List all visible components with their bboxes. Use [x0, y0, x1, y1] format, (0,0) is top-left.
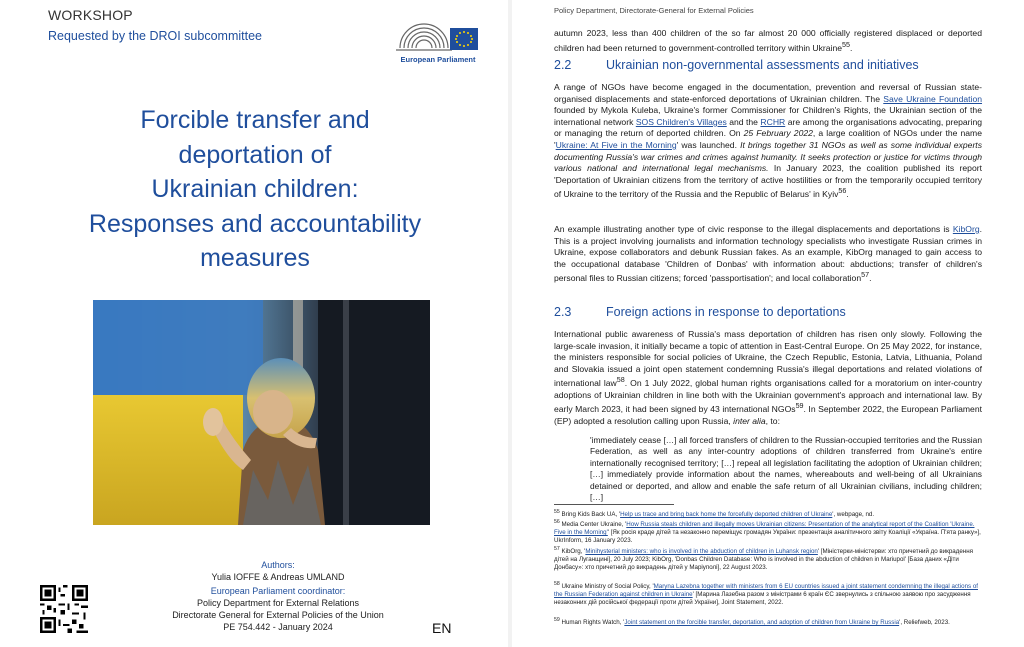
text-run: It brings together 31 NGOs as well as some individual experts documenting Russia's war crimes and crimes against humanity. It seeks protection or justice for victims through various national and international legal mechanisms. — [554, 139, 982, 174]
text-run: ' [Як росія краде дітей та незаконно переміщує громадян України: презентація аналітичного звіту Коаліції «Україна. П'ята ранку»], UkrInform, 16 January 2023. — [554, 529, 981, 545]
text-run: KibOrg, ' — [559, 548, 586, 556]
language-code: EN — [432, 620, 452, 636]
european-parliament-label: European Parliament — [400, 55, 476, 64]
workshop-label: WORKSHOP — [48, 7, 133, 23]
footnote — [554, 518, 982, 546]
text-run: Bring Kids Back UA, ' — [559, 511, 621, 519]
link-five-in-the-morning[interactable]: Ukraine: At Five in the Morning — [555, 139, 677, 150]
section-heading-2-2 — [554, 58, 919, 72]
text-run: ' was launched. — [676, 139, 741, 150]
coordinator-label: European Parliament coordinator: — [210, 586, 346, 596]
footnote-ref[interactable]: 57 — [861, 271, 870, 280]
section-number: 2.2 — [554, 58, 572, 72]
pe-reference: PE 754.442 - January 2024 — [223, 622, 333, 632]
footnote-number: 57 — [554, 546, 560, 552]
title-line: Ukrainian children: — [151, 175, 359, 203]
text-run: ', webpage, nd. — [832, 511, 875, 519]
footnote-ref[interactable]: 55 — [842, 40, 851, 49]
text-run: autumn 2023, less than 400 children of the so far almost 20 000 officially registered displaced or deported — [554, 28, 982, 38]
title-line: deportation of — [178, 140, 332, 169]
text-run: . — [846, 189, 849, 200]
section-title: Ukrainian non-governmental assessments and initiatives — [606, 58, 919, 72]
footnote-link[interactable]: Maryna Lazebna together with ministers from 6 EU countries issued a joint statement condemning the illegal actions of the Russian Federation against children in Ukraine — [554, 583, 978, 599]
text-run: . On 1 July 2022, global human rights organisations called for a moratorium on inter-country adoptions of Ukrainian children in line both with the Ukrainian government's approach and international law. By early March 2023, it had been signed by 43 international NGOs — [554, 378, 982, 415]
intro-paragraph — [554, 28, 982, 54]
footnote — [554, 545, 982, 573]
title-line: Responses and accountability — [88, 209, 422, 238]
section-heading-2-3 — [554, 305, 846, 319]
qr-code[interactable] — [40, 585, 88, 633]
footnote-ref[interactable]: 56 — [838, 187, 847, 196]
text-run: founded by Mykola Kuleba, Ukraine's former Commissioner for Children's Rights, the Ukrainian section of the international network — [554, 105, 982, 127]
text-run: 25 February 2022 — [743, 128, 813, 139]
footnote-number: 56 — [554, 519, 560, 525]
requested-by: Requested by the DROI subcommittee — [48, 29, 262, 43]
footnote-link[interactable]: How Russia steals children and illegally moves Ukrainian citizens: Presentation of the analytical report of the Coalition 'Ukraine. Five in the Morning' — [554, 521, 975, 537]
text-run: , to: — [765, 415, 780, 426]
cover-photo — [93, 300, 430, 525]
content-page — [512, 0, 1024, 647]
text-run: . In September 2022, the European Parliament (EP) adopted a resolution calling upon Russia, — [554, 404, 983, 426]
footnote-link[interactable]: Help us trace and bring back home the forcefully deported children of Ukraine — [620, 511, 833, 519]
footnote — [554, 580, 982, 608]
text-run: International public awareness of Russia's mass deportation of children has risen only slowly. Following the large-scale invasion, it initially became a topic of attention in East-Central Europe. On 25 May 2022, for instance, the ministers responsible for social policies of Ukraine, the Czech Republic, Estonia, Latvia, Lithuania, Poland and Slovakia issued a joint open statement condemning Russia's illegal deportations and related violations of international law — [554, 329, 983, 389]
footnote-number: 58 — [554, 581, 560, 587]
report-title — [70, 103, 440, 276]
coordinator-dept: Policy Department for External Relations — [196, 598, 360, 608]
link-rchr[interactable]: RCHR — [760, 116, 786, 127]
running-head: Policy Department, Directorate-General for External Policies — [554, 6, 754, 15]
footnote-link[interactable]: Joint statement on the forcible transfer, deportation, and adoption of children from Ukraine by Russia — [624, 619, 900, 627]
paragraph-kiborg — [554, 224, 982, 285]
link-kiborg[interactable]: KibOrg — [952, 224, 980, 234]
footnote-divider — [554, 504, 674, 505]
link-save-ukraine[interactable]: Save Ukraine Foundation — [883, 93, 983, 104]
text-run: are among the organisations advocating, preparing or managing the return of deported children. On — [554, 116, 982, 139]
footnote-number: 59 — [554, 617, 560, 623]
text-run: . — [869, 273, 872, 284]
text-run: . — [850, 42, 853, 53]
text-run: ' [Міністерки-міністерви: хто причетний до викрадення дітей на Луганщині], 20 July 2023; KibOrg, 'Donbas Children Database: Who is involved in the abduction of children in Mariupol' [База даних «Діти Донбасу»: хто причетний до викрадень дітей у Маріуполі], 22 August 2023. — [554, 548, 973, 572]
text-run: children had been returned to government-controlled territory within Ukraine — [554, 42, 843, 53]
section-number: 2.3 — [554, 305, 572, 319]
text-run: In January 2023, the coalition published its report 'Deportation of Ukrainian citizens from the territory of active hostilities or from the temporarily occupied territory of Ukraine to the territory of the Russia and the Republic of Belarus' in Kyiv — [554, 163, 982, 200]
authors-label: Authors: — [261, 560, 295, 570]
text-run: An example illustrating another type of civic response to the illegal displacements and deportations is — [554, 224, 953, 234]
text-run: inter alia — [733, 415, 766, 426]
text-run: ' [Марина Лазебна разом з міністрами 6 країн ЄС звернулись з спільною заявою про засудження незаконних дій російської федерації проти дітей України], Joint Statement, 2022. — [554, 591, 971, 607]
text-run: , a large coalition of NGOs under the name ' — [554, 128, 982, 150]
paragraph-ngos — [554, 82, 982, 201]
text-run: Media Center Ukraine, ' — [559, 521, 627, 529]
footnote-link[interactable]: Minihysterial ministers: who is involved in the abduction of children in Luhansk region — [585, 548, 818, 556]
text-run: Ukraine Ministry of Social Policy, ' — [559, 583, 654, 591]
text-run: and the — [726, 116, 761, 127]
footnote — [554, 616, 982, 627]
footnote-ref[interactable]: 58 — [616, 376, 625, 385]
title-line: Forcible transfer and — [140, 106, 370, 134]
section-title: Foreign actions in response to deportations — [606, 305, 846, 319]
text-run: Human Rights Watch, ' — [559, 619, 625, 627]
title-line: measures — [200, 244, 310, 272]
footnote-ref[interactable]: 59 — [795, 402, 804, 411]
coordinator-dg: Directorate General for External Policies of the Union — [172, 610, 384, 620]
footnote-number: 55 — [554, 509, 560, 515]
text-run: . This is a project involving journalists and information technology specialists who investigate Russian crimes in Ukraine, expose collaborators and debunk Russian fakes. As an example, KibOrg managed to gain access to the occupational database 'Children of Donbas' with information about: abductions; transfer of children's personal files to Russian citizens; forced 'passportisation'; and local collaboration — [554, 224, 982, 284]
authors: Yulia IOFFE & Andreas UMLAND — [211, 572, 345, 582]
text-run: ', Reliefweb, 2023. — [899, 619, 950, 627]
paragraph-foreign-actions — [554, 329, 982, 427]
link-sos-childrens-villages[interactable]: SOS Children's Villages — [635, 116, 727, 127]
ep-resolution-quote: 'immediately cease […] all forced transfers of children to the Russian-occupied territories and the Russian Federation, as well as any inter-country adoptions of children transferred from Ukraine's entire internationally recognised territory; […] repeal all legislation facilitating the adoption of Ukrainian children; […] immediately provide information about the names, whereabouts and well-being of all Ukrainians detained or deported, and allow and enable the safe return of all Ukrainian civilians, including children; […] — [590, 435, 982, 503]
text-run: A range of NGOs have become engaged in the documentation, prevention and reversal of Russian state-organised displacements and state-enforced deportations of Ukrainian children. The — [554, 82, 982, 104]
